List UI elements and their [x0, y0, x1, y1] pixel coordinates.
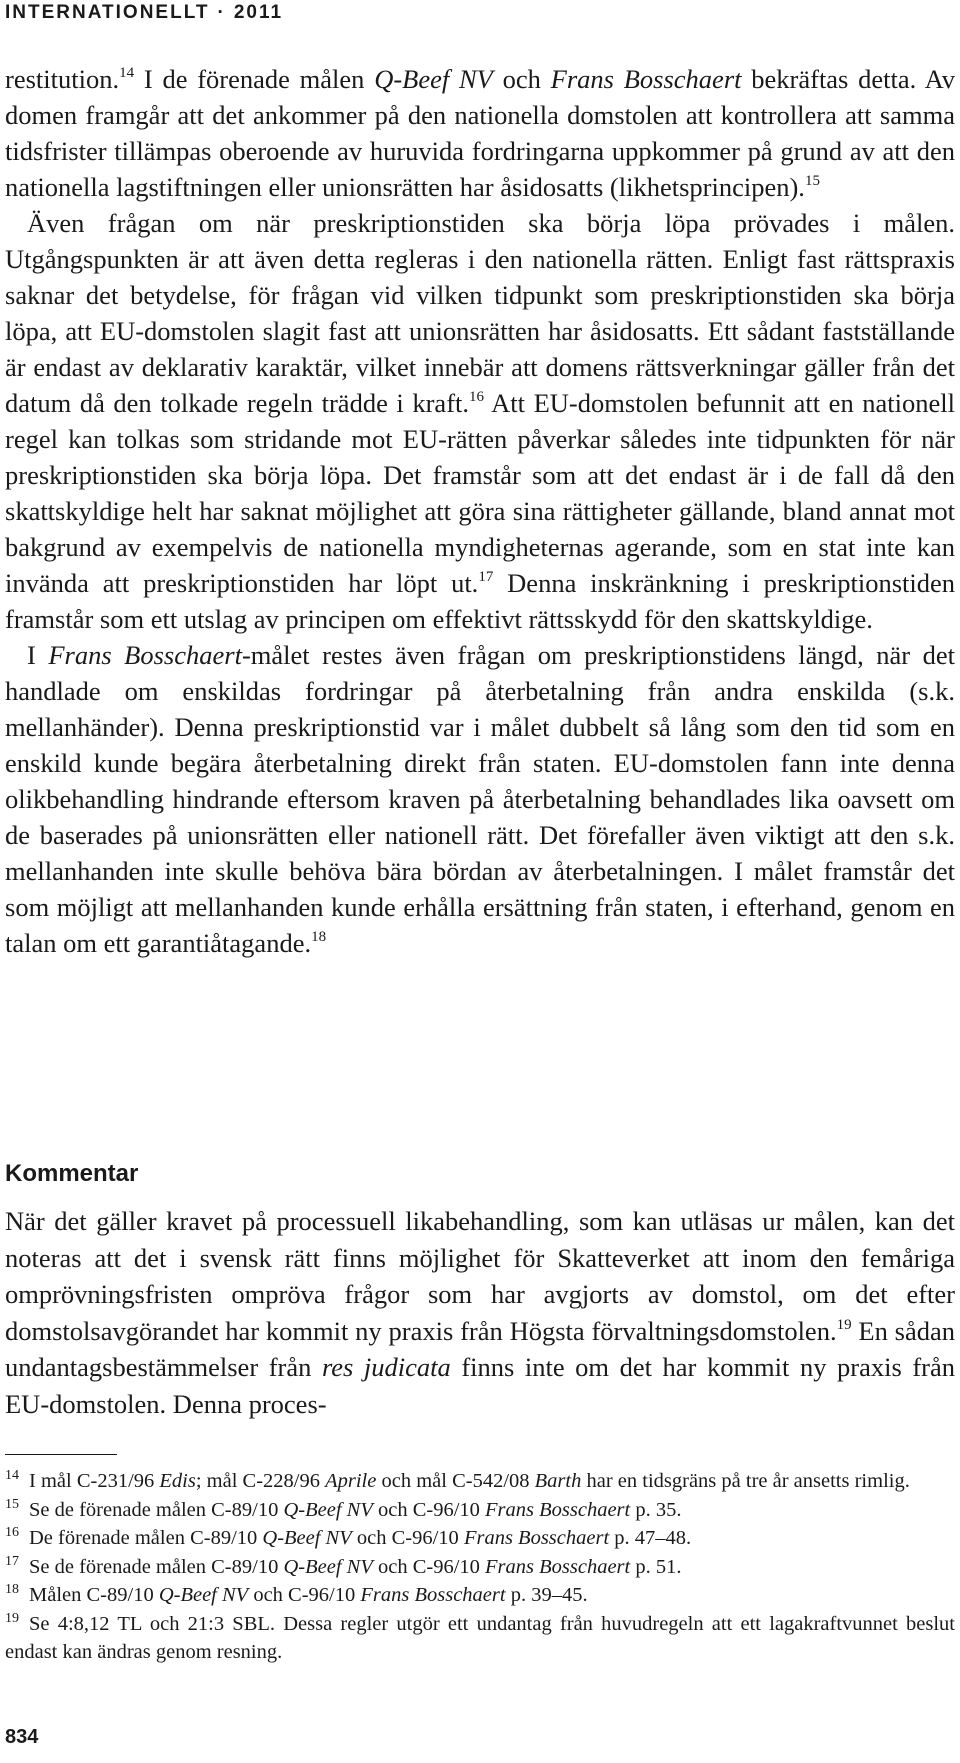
footnote-ref-14: 14 [119, 65, 135, 81]
text-run: Att EU-domstolen befunnit att en nationell regel kan tolkas som stridande mot EU-rätten påverkar således inte tidpunkten för när preskriptionstiden ska börja löpa. Det framstår som att det endast är i de fall då den skattskyldige helt har saknat möjlighet att göra sina rättigheter gällande, bland annat mot bakgrund av exempelvis de nationella myndigheternas agerande, som en stat inte kan invända att preskriptionstiden har löpt ut. [5, 388, 955, 598]
footnote-number: 17 [5, 1553, 19, 1569]
footnote-16 [5, 1524, 955, 1553]
footnote-17 [5, 1553, 955, 1582]
footnote-number: 19 [5, 1610, 19, 1626]
text-run: p. 39–45. [505, 1584, 588, 1606]
text-run: I mål C-231/96 [29, 1470, 160, 1492]
text-run: och C-96/10 [372, 1555, 486, 1578]
paragraph-2 [5, 205, 955, 637]
paragraph-4 [5, 1203, 955, 1422]
footnote-divider [5, 1454, 117, 1455]
case-name: Q-Beef NV [283, 1555, 373, 1578]
text-run: -målet restes även frågan om preskriptionstidens längd, när det handlade om enskildas fordringar på återbetalning från andra enskilda (s.k. mellanhänder). Denna preskriptionstid var i målet dubbelt så lång som den tid som en enskild kunde begära återbetalning direkt från staten. EU-domstolen fann inte denna olikbehandling hindrande eftersom kraven på återbetalning behandlades lika oavsett om de baserades på unionsrätten eller nationell rätt. Det förefaller även viktigt att den s.k. mellanhanden inte skulle behöva bära bördan av återbetalningen. I målet framstår det som möjligt att mellanhanden kunde erhålla ersättning från staten, i efterhand, genom en talan om ett garantiåtagande. [5, 640, 956, 958]
footnote-19 [5, 1610, 955, 1667]
text-run: p. 51. [630, 1555, 682, 1578]
text-run: p. 35. [630, 1498, 682, 1521]
text-run: restitution. [5, 64, 120, 94]
text-run: I de förenade målen [134, 64, 375, 94]
text-run: ; mål C-228/96 [195, 1470, 326, 1492]
case-name: Barth [534, 1470, 582, 1492]
latin-term: res judicata [321, 1352, 451, 1382]
text-run: Målen C-89/10 [29, 1584, 159, 1606]
text-run: och C-96/10 [372, 1498, 486, 1521]
text-run: Se de förenade målen C-89/10 [29, 1555, 284, 1578]
case-name: Frans Bosschaert [48, 640, 242, 670]
comment-text [5, 1203, 955, 1422]
footnote-18 [5, 1581, 955, 1610]
text-run: bekräftas detta. Av domen framgår att det ankommer på den nationella domstolen att kontrollera att samma tidsfrister tillämpas oberoende av huruvida fordringarna uppkommer på grund av att den nationella lagstiftningen eller unionsrätten har åsidosatts (likhetsprincipen). [5, 64, 955, 202]
text-run: I [27, 640, 49, 670]
footnote-14 [5, 1467, 955, 1496]
case-name: Q-Beef NV [158, 1584, 249, 1606]
footnote-ref-16: 16 [469, 389, 485, 405]
text-run: En sådan undantagsbestämmelser från [5, 1315, 955, 1382]
text-run: Se de förenade målen C-89/10 [29, 1498, 284, 1521]
text-run: finns inte om det har kommit ny praxis från EU-domstolen. Denna proces- [5, 1352, 956, 1419]
case-name: Q-Beef NV [374, 64, 493, 94]
footnote-number: 14 [5, 1468, 19, 1483]
text-run: Se 4:8,12 TL och 21:3 SBL. Dessa regler utgör ett undantag från huvudregeln att ett lagakraftvunnet beslut endast kan ändras genom resning. [5, 1612, 955, 1663]
footnote-ref-18: 18 [311, 929, 327, 945]
header-year: 2011 [233, 2, 284, 23]
footnote-ref-17: 17 [478, 569, 494, 585]
text-run: Denna inskränkning i preskriptionstiden framstår som ett utslag av principen om effektivt rättsskydd för den skattskyldige. [5, 568, 955, 634]
header-separator: · [217, 2, 226, 23]
footnote-15 [5, 1496, 955, 1525]
case-name: Aprile [325, 1470, 377, 1492]
text-run: och C-96/10 [351, 1527, 464, 1549]
case-name: Frans Bosschaert [463, 1527, 610, 1549]
text-run: Även frågan om när preskriptionstiden ska börja löpa prövades i målen. Utgångspunkten är att även detta regleras i den nationella rätten. Enligt fast rättspraxis saknar det betydelse, för frågan vid vilken tidpunkt som preskriptionstiden ska börja löpa, att EU-domstolen slagit fast att unionsrätten har åsidosatts. Ett sådant fastställande är endast av deklarativ karaktär, vilket innebär att domens rättsverkningar gäller från det datum då den tolkade regeln trädde i kraft. [5, 208, 955, 418]
header-section: INTERNATIONELLT [5, 2, 210, 23]
case-name: Frans Bosschaert [485, 1498, 631, 1521]
footnote-number: 15 [5, 1496, 19, 1512]
footnote-ref-15: 15 [804, 173, 820, 189]
text-run: p. 47–48. [609, 1527, 692, 1549]
text-run: När det gäller kravet på processuell likabehandling, som kan utläsas ur målen, kan det noteras att det i svensk rätt finns möjlighet för Skatteverket att inom den femåriga omprövningsfristen ompröva frågor som har avgjorts av domstol, om det efter domstolsavgörandet har kommit ny praxis från Högsta förvaltningsdomstolen. [5, 1206, 955, 1346]
text-run: och C-96/10 [248, 1584, 361, 1606]
case-name: Q-Beef NV [262, 1527, 352, 1549]
text-run: De förenade målen C-89/10 [29, 1527, 263, 1549]
footnote-number: 18 [5, 1582, 19, 1597]
footnotes [5, 1467, 955, 1667]
page-number: 834 [5, 1726, 39, 1748]
text-run: och [492, 64, 551, 94]
case-name: Q-Beef NV [283, 1498, 373, 1521]
paragraph-1 [5, 61, 955, 205]
paragraph-3 [5, 637, 955, 961]
case-name: Frans Bosschaert [550, 64, 742, 94]
footnote-ref-19: 19 [836, 1316, 852, 1333]
case-name: Edis [159, 1470, 196, 1492]
footnote-number: 16 [5, 1525, 19, 1540]
text-run: och mål C-542/08 [376, 1470, 535, 1492]
section-heading: Kommentar [5, 1160, 139, 1187]
body-text [5, 61, 955, 961]
case-name: Frans Bosschaert [485, 1555, 631, 1578]
running-header [5, 2, 283, 24]
text-run: har en tidsgräns på tre år ansetts rimlig. [581, 1470, 910, 1492]
case-name: Frans Bosschaert [360, 1584, 506, 1606]
